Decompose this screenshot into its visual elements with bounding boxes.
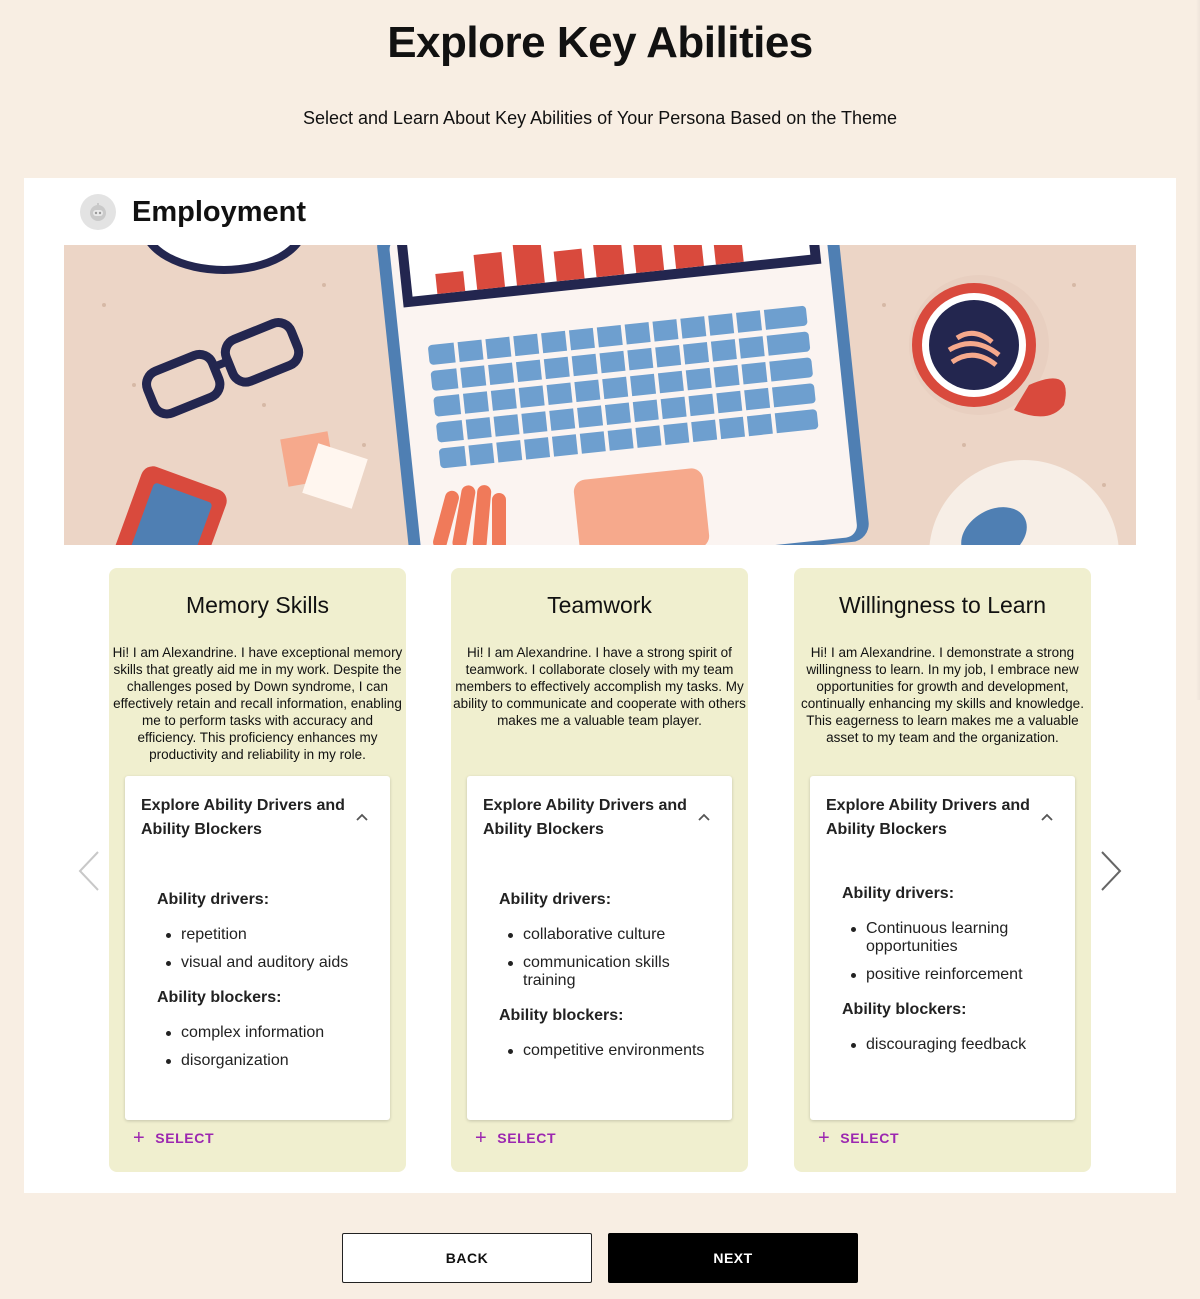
accordion-body <box>842 882 1057 1068</box>
plus-icon: + <box>475 1127 488 1149</box>
card-title: Memory Skills <box>185 592 330 618</box>
ability-card-willingness-to-learn <box>794 568 1091 1172</box>
blockers-label: Ability blockers: <box>499 1007 624 1024</box>
drivers-label: Ability drivers: <box>842 885 955 902</box>
drivers-list <box>157 926 372 972</box>
theme-header <box>80 194 306 230</box>
list-item: collaborative culture <box>499 926 714 944</box>
list-item: competitive environments <box>499 1042 714 1060</box>
card-description: Hi! I am Alexandrine. I have a strong spirit of teamwork. I collaborate closely with my team members to effectively accomplish my tasks. My ability to communicate and cooperate with others makes me a valuable team player. <box>453 645 746 728</box>
theme-title: Employment <box>132 195 307 228</box>
drivers-blockers-accordion <box>125 776 390 1120</box>
card-description: Hi! I am Alexandrine. I demonstrate a strong willingness to learn. In my job, I embrace new opportunities for growth and development, continually enhancing my skills and knowledge. This eagerness to learn makes me a valuable asset to my team and the organization. <box>801 645 1084 745</box>
card-description: Hi! I am Alexandrine. I have exceptional memory skills that greatly aid me in my work. Despite the challenges posed by Down syndrome, I can effectively retain and recall information, enabling me to perform tasks with accuracy and efficiency. This proficiency enhances my productivity and reliability in my role. <box>112 645 403 762</box>
list-item: discouraging feedback <box>842 1036 1057 1054</box>
drivers-label: Ability drivers: <box>499 891 612 908</box>
back-button[interactable]: BACK <box>342 1233 592 1283</box>
select-button[interactable] <box>131 1126 216 1150</box>
list-item: visual and auditory aids <box>157 954 372 972</box>
drivers-list <box>499 926 714 990</box>
select-button[interactable] <box>816 1126 901 1150</box>
page-edge-shadow <box>1196 0 1200 700</box>
chevron-up-icon[interactable] <box>355 812 369 822</box>
card-title: Willingness to Learn <box>838 592 1047 618</box>
drivers-label: Ability drivers: <box>157 891 270 908</box>
blockers-list <box>157 1024 372 1070</box>
list-item: Continuous learning opportunities <box>842 920 1057 956</box>
next-button[interactable]: NEXT <box>608 1233 858 1283</box>
blockers-list <box>842 1036 1057 1054</box>
accordion-body <box>499 888 714 1074</box>
accordion-title[interactable]: Explore Ability Drivers and Ability Blockers <box>141 797 345 838</box>
theme-panel <box>24 178 1176 1193</box>
select-label: SELECT <box>497 1130 557 1146</box>
blockers-label: Ability blockers: <box>157 989 282 1006</box>
chevron-up-icon[interactable] <box>1040 812 1054 822</box>
carousel-next-icon[interactable] <box>1092 846 1132 896</box>
select-label: SELECT <box>840 1130 900 1146</box>
ability-card-memory-skills <box>109 568 406 1172</box>
list-item: repetition <box>157 926 372 944</box>
accordion-body <box>157 888 372 1084</box>
list-item: communication skills training <box>499 954 714 990</box>
list-item: disorganization <box>157 1052 372 1070</box>
accordion-title[interactable]: Explore Ability Drivers and Ability Blockers <box>483 797 687 838</box>
select-button[interactable] <box>473 1126 558 1150</box>
select-label: SELECT <box>155 1130 215 1146</box>
plus-icon: + <box>818 1127 831 1149</box>
ability-card-teamwork <box>451 568 748 1172</box>
page-subtitle: Select and Learn About Key Abilities of Your Persona Based on the Theme <box>302 108 898 128</box>
drivers-blockers-accordion <box>467 776 732 1120</box>
card-title: Teamwork <box>547 592 652 618</box>
robot-face-icon <box>80 194 116 230</box>
blockers-list <box>499 1042 714 1060</box>
list-item: positive reinforcement <box>842 966 1057 984</box>
carousel-prev-icon[interactable] <box>68 846 108 896</box>
list-item: complex information <box>157 1024 372 1042</box>
accordion-title[interactable]: Explore Ability Drivers and Ability Blockers <box>826 797 1030 838</box>
chevron-up-icon[interactable] <box>697 812 711 822</box>
drivers-blockers-accordion <box>810 776 1075 1120</box>
blockers-label: Ability blockers: <box>842 1001 967 1018</box>
plus-icon: + <box>133 1127 146 1149</box>
drivers-list <box>842 920 1057 984</box>
theme-banner-image <box>64 245 1136 545</box>
page-title: Explore Key Abilities <box>387 18 813 67</box>
